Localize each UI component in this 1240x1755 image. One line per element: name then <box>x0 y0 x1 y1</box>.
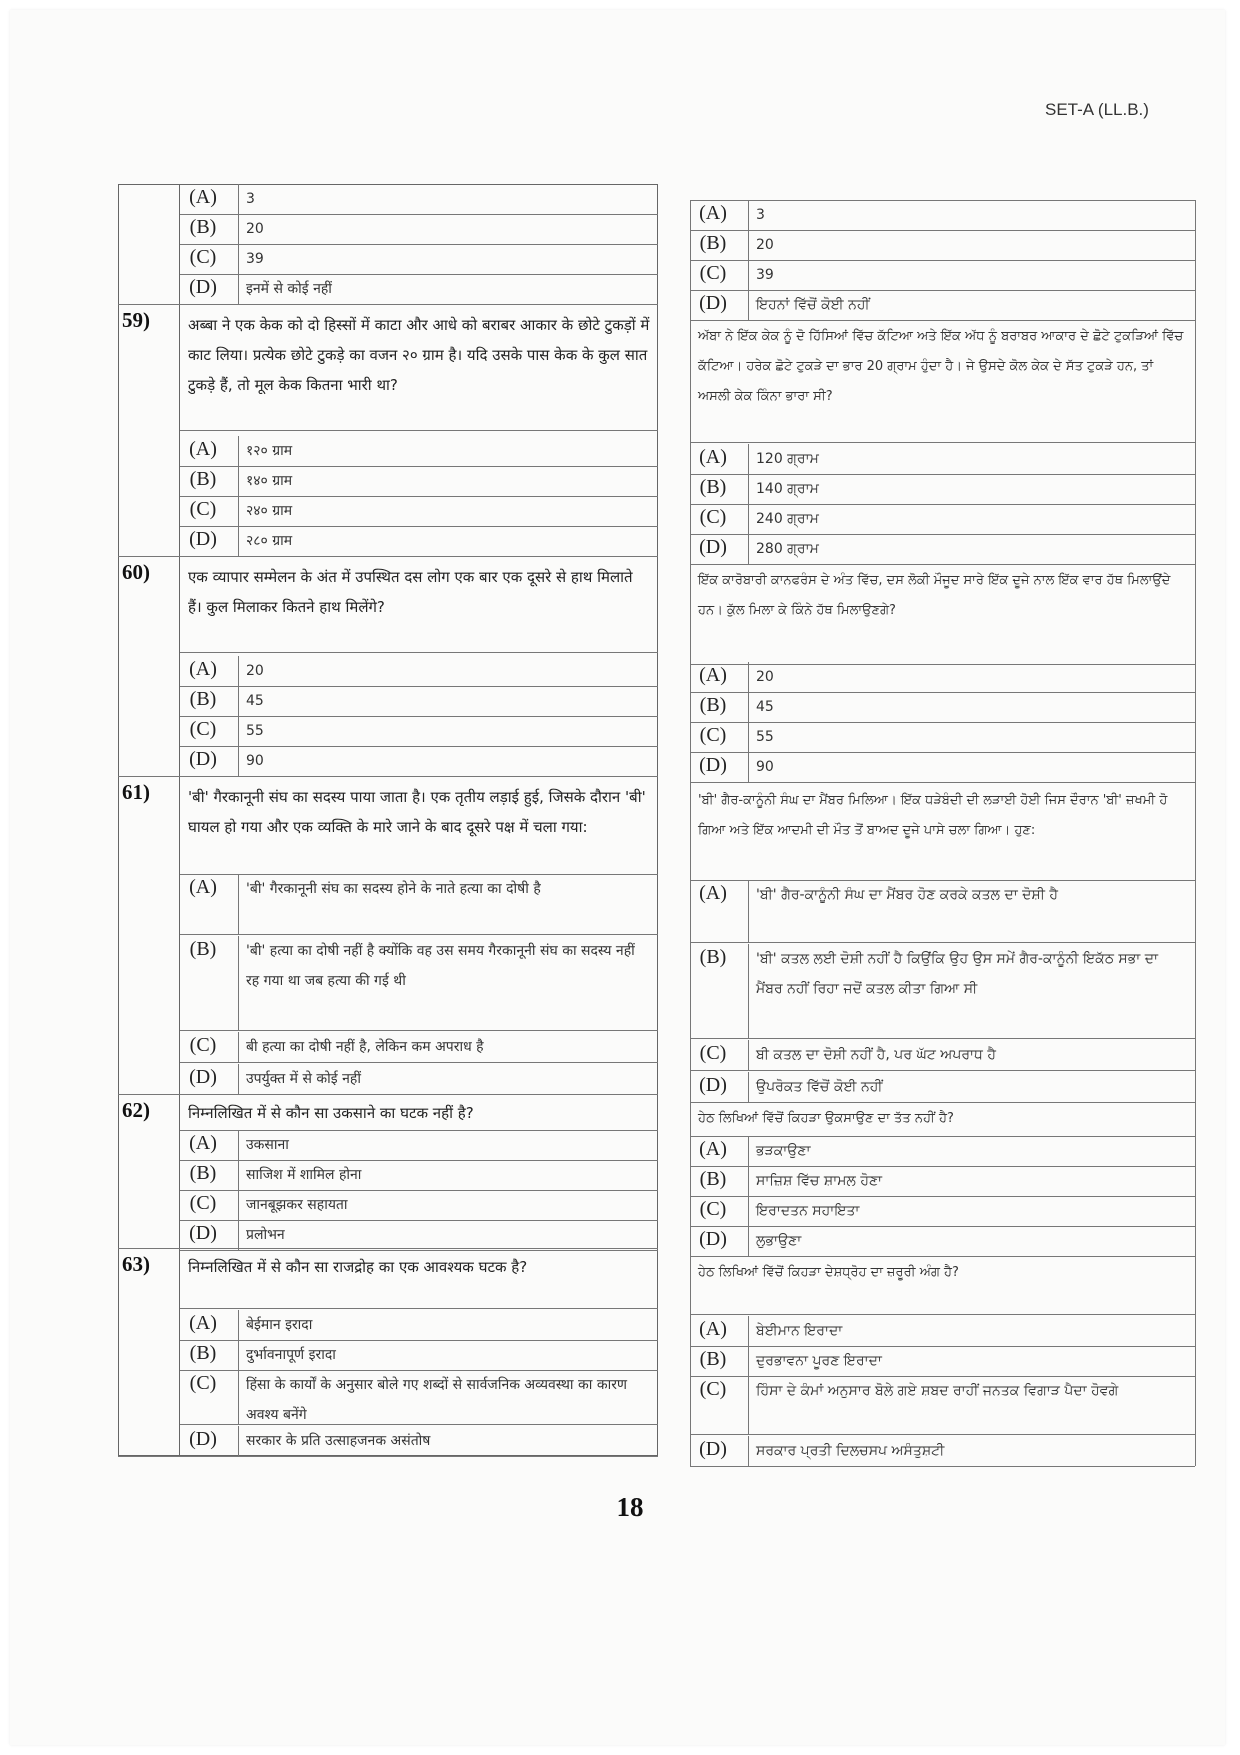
hindi-option-text: २४० ग्राम <box>246 503 293 519</box>
punjabi-option-text: 'ਬੀ' ਕਤਲ ਲਈ ਦੋਸ਼ੀ ਨਹੀਂ ਹੈ ਕਿਉਂਕਿ ਉਹ ਉਸ ਸਮੇਂ ਗੈਰ-ਕਾਨੂੰਨੀ ਇਕੱਠ ਸਭਾ ਦਾ ਮੈਂਬਰ ਨਹੀਂ ਰਿਹਾ ਜਦੋਂ ਕਤਲ ਕੀਤਾ ਗਿਆ ਸੀ <box>756 951 1159 997</box>
punjabi-option-text: ਬੇਈਮਾਨ ਇਰਾਦਾ <box>756 1323 843 1339</box>
punjabi-question-text: ਅੱਬਾ ਨੇ ਇੱਕ ਕੇਕ ਨੂੰ ਦੋ ਹਿੱਸਿਆਂ ਵਿੱਚ ਕੱਟਿਆ ਅਤੇ ਇੱਕ ਅੱਧ ਨੂੰ ਬਰਾਬਰ ਆਕਾਰ ਦੇ ਛੋਟੇ ਟੁਕੜਿਆਂ ਵਿੱਚ ਕੱਟਿਆ। ਹਰੇਕ ਛੋਟੇ ਟੁਕੜੇ ਦਾ ਭਾਰ 20 ਗ੍ਰਾਮ ਹੁੰਦਾ ਹੈ। ਜੇ ਉਸਦੇ ਕੋਲ ਕੇਕ ਦੇ ਸੱਤ ਟੁਕੜੇ ਹਨ, ਤਾਂ ਅਸਲੀ ਕੇਕ ਕਿੰਨਾ ਭਾਰਾ ਸੀ? <box>698 329 1184 404</box>
punjabi-question-text: 'ਬੀ' ਗੈਰ-ਕਾਨੂੰਨੀ ਸੰਘ ਦਾ ਮੈਂਬਰ ਮਿਲਿਆ। ਇੱਕ ਧੜੇਬੰਦੀ ਦੀ ਲੜਾਈ ਹੋਈ ਜਿਸ ਦੌਰਾਨ 'ਬੀ' ਜ਼ਖਮੀ ਹੋ ਗਿਆ ਅਤੇ ਇੱਕ ਆਦਮੀ ਦੀ ਮੌਤ ਤੋਂ ਬਾਅਦ ਦੂਜੇ ਪਾਸੇ ਚਲਾ ਗਿਆ। ਹੁਣ: <box>698 793 1168 838</box>
punjabi-option-divider <box>748 944 749 1038</box>
punjabi-question-text: ਹੇਠ ਲਿਖਿਆਂ ਵਿੱਚੋਂ ਕਿਹੜਾ ਉਕਸਾਉਣ ਦਾ ਤੱਤ ਨਹੀਂ ਹੈ? <box>698 1111 954 1126</box>
hindi-option-divider <box>238 936 239 1030</box>
hindi-option-divider <box>238 1160 239 1190</box>
hindi-option-divider <box>238 184 239 214</box>
hindi-option-letter: (A) <box>189 876 217 898</box>
hindi-option-row-line <box>180 1250 658 1251</box>
punjabi-option-letter: (C) <box>699 506 727 528</box>
question-number: 61) <box>122 780 150 804</box>
punjabi-option-divider <box>748 662 749 692</box>
hindi-option-text: बेईमान इरादा <box>246 1317 313 1333</box>
hindi-option-letter: (A) <box>189 658 217 680</box>
hindi-question-separator <box>118 776 658 777</box>
punjabi-option-text: 55 <box>756 729 774 745</box>
punjabi-option-text: ਸਾਜ਼ਿਸ਼ ਵਿੱਚ ਸ਼ਾਮਲ ਹੋਣਾ <box>756 1173 883 1189</box>
hindi-option-divider <box>238 496 239 526</box>
punjabi-option-text: ਭੜਕਾਉਣਾ <box>756 1143 811 1159</box>
hindi-option-letter: (B) <box>189 216 217 238</box>
punjabi-option-row-line <box>690 1466 1195 1467</box>
hindi-option-row-line <box>180 1030 658 1031</box>
set-label: SET-A (LL.B.) <box>1045 100 1149 119</box>
punjabi-option-letter: (B) <box>699 694 727 716</box>
hindi-option-divider <box>238 436 239 466</box>
hindi-option-divider <box>238 1340 239 1370</box>
punjabi-option-row-line <box>690 564 1195 565</box>
punjabi-option-divider <box>748 1040 749 1070</box>
punjabi-option-row-line <box>690 1434 1195 1435</box>
punjabi-option-divider <box>748 444 749 474</box>
punjabi-option-divider <box>748 1196 749 1226</box>
punjabi-option-letter: (D) <box>699 292 727 314</box>
hindi-option-text: साजिश में शामिल होना <box>246 1167 362 1183</box>
punjabi-option-letter: (A) <box>699 1318 727 1340</box>
punjabi-option-text: 3 <box>756 207 765 223</box>
hindi-question-separator <box>118 304 658 305</box>
hindi-option-letter: (C) <box>189 718 217 740</box>
punjabi-option-text: 39 <box>756 267 774 283</box>
hindi-option-text: उपर्युक्त में से कोई नहीं <box>246 1071 361 1087</box>
punjabi-option-text: ਉਪਰੋਕਤ ਵਿੱਚੋਂ ਕੋਈ ਨਹੀਂ <box>756 1079 883 1095</box>
hindi-question-divider <box>180 430 658 431</box>
punjabi-option-divider <box>748 752 749 782</box>
punjabi-question-text: ਇੱਕ ਕਾਰੋਬਾਰੀ ਕਾਨਫਰੰਸ ਦੇ ਅੰਤ ਵਿੱਚ, ਦਸ ਲੋਕੀ ਮੌਜੂਦ ਸਾਰੇ ਇੱਕ ਦੂਜੇ ਨਾਲ ਇੱਕ ਵਾਰ ਹੱਥ ਮਿਲਾਉਂਦੇ ਹਨ। ਕੁੱਲ ਮਿਲਾ ਕੇ ਕਿੰਨੇ ਹੱਥ ਮਿਲਾਉਣਗੇ? <box>698 573 1171 618</box>
punjabi-option-divider <box>748 880 749 942</box>
punjabi-option-divider <box>748 1136 749 1166</box>
hindi-question-divider <box>180 1308 658 1309</box>
hindi-option-text: १४० ग्राम <box>246 473 293 489</box>
question-number: 59) <box>122 308 150 332</box>
punjabi-option-row-line <box>690 1070 1195 1071</box>
punjabi-option-divider <box>748 504 749 534</box>
hindi-option-divider <box>238 1220 239 1250</box>
punjabi-column-right-border <box>1195 200 1196 1466</box>
hindi-option-letter: (C) <box>189 1192 217 1214</box>
hindi-question-separator <box>118 1094 658 1095</box>
question-number-divider <box>179 184 180 1456</box>
punjabi-option-text: 240 ਗ੍ਰਾਮ <box>756 511 819 527</box>
punjabi-option-row-line <box>690 942 1195 943</box>
punjabi-option-letter: (A) <box>699 446 727 468</box>
punjabi-option-letter: (A) <box>699 664 727 686</box>
punjabi-option-letter: (A) <box>699 882 727 904</box>
hindi-option-letter: (A) <box>189 186 217 208</box>
hindi-option-text: २८० ग्राम <box>246 533 293 549</box>
hindi-option-divider <box>238 874 239 934</box>
hindi-option-letter: (D) <box>189 276 217 298</box>
punjabi-option-divider <box>748 722 749 752</box>
hindi-option-letter: (D) <box>189 1066 217 1088</box>
punjabi-option-divider <box>748 1072 749 1102</box>
hindi-option-text: १२० ग्राम <box>246 443 293 459</box>
question-number: 63) <box>122 1252 150 1276</box>
punjabi-option-text: ਸਰਕਾਰ ਪ੍ਰਤੀ ਦਿਲਚਸਪ ਅਸੰਤੁਸ਼ਟੀ <box>756 1443 945 1459</box>
hindi-option-letter: (A) <box>189 1312 217 1334</box>
punjabi-option-text: 120 ਗ੍ਰਾਮ <box>756 451 819 467</box>
punjabi-option-text: 280 ਗ੍ਰਾਮ <box>756 541 819 557</box>
punjabi-option-divider <box>748 260 749 290</box>
punjabi-option-row-line <box>690 1038 1195 1039</box>
punjabi-option-divider <box>748 692 749 722</box>
hindi-option-divider <box>238 1064 239 1094</box>
hindi-option-divider <box>238 656 239 686</box>
hindi-option-divider <box>238 1130 239 1160</box>
punjabi-question-divider <box>690 1314 1195 1315</box>
punjabi-option-divider <box>748 290 749 320</box>
hindi-option-text: हिंसा के कार्यों के अनुसार बोले गए शब्दों से सार्वजनिक अव्यवस्था का कारण अवश्य बनेंगे <box>246 1377 628 1423</box>
punjabi-option-text: ਹਿੰਸਾ ਦੇ ਕੰਮਾਂ ਅਨੁਸਾਰ ਬੋਲੇ ਗਏ ਸ਼ਬਦ ਰਾਹੀਂ ਜਨਤਕ ਵਿਗਾੜ ਪੈਦਾ ਹੋਵਗੇ <box>756 1383 1119 1399</box>
hindi-option-text: 20 <box>246 221 264 237</box>
punjabi-column-left-border <box>690 200 691 1466</box>
hindi-option-divider <box>238 1310 239 1340</box>
punjabi-option-text: ਦੁਰਭਾਵਨਾ ਪੂਰਣ ਇਰਾਦਾ <box>756 1353 882 1369</box>
hindi-option-text: 55 <box>246 723 264 739</box>
punjabi-option-letter: (C) <box>699 1378 727 1400</box>
hindi-option-divider <box>238 1032 239 1062</box>
punjabi-option-divider <box>748 1376 749 1434</box>
hindi-option-letter: (C) <box>189 246 217 268</box>
hindi-option-letter: (B) <box>189 1342 217 1364</box>
hindi-option-divider <box>238 244 239 274</box>
punjabi-option-divider <box>748 1316 749 1346</box>
hindi-option-text: 'बी' हत्या का दोषी नहीं है क्योंकि वह उस समय गैरकानूनी संघ का सदस्य नहीं रह गया था जब हत्या की गई थी <box>246 943 635 989</box>
punjabi-option-letter: (C) <box>699 1198 727 1220</box>
punjabi-option-text: 20 <box>756 669 774 685</box>
punjabi-option-text: ਇਹਨਾਂ ਵਿੱਚੋਂ ਕੋਈ ਨਹੀਂ <box>756 297 870 313</box>
hindi-option-letter: (B) <box>189 938 217 960</box>
hindi-option-letter: (B) <box>189 468 217 490</box>
hindi-option-letter: (D) <box>189 1428 217 1450</box>
hindi-question-separator <box>118 1456 658 1457</box>
punjabi-option-row-line <box>690 1256 1195 1257</box>
hindi-question-separator <box>118 556 658 557</box>
hindi-option-letter: (D) <box>189 748 217 770</box>
page-number: 18 <box>616 1492 644 1522</box>
hindi-option-text: बी हत्या का दोषी नहीं है, लेकिन कम अपराध है <box>246 1039 484 1055</box>
hindi-option-divider <box>238 274 239 304</box>
hindi-option-letter: (A) <box>189 438 217 460</box>
punjabi-option-letter: (B) <box>699 1348 727 1370</box>
hindi-question-text: निम्नलिखित में से कौन सा राजद्रोह का एक आवश्यक घटक है? <box>188 1258 528 1276</box>
punjabi-option-text: ਇਰਾਦਤਨ ਸਹਾਇਤਾ <box>756 1203 860 1219</box>
punjabi-option-letter: (A) <box>699 1138 727 1160</box>
hindi-option-text: जानबूझकर सहायता <box>246 1197 348 1213</box>
punjabi-option-letter: (D) <box>699 536 727 558</box>
punjabi-option-row-line <box>690 1102 1195 1103</box>
punjabi-option-letter: (D) <box>699 1438 727 1460</box>
hindi-option-text: 20 <box>246 663 264 679</box>
punjabi-question-divider <box>690 442 1195 443</box>
punjabi-option-letter: (B) <box>699 232 727 254</box>
punjabi-option-text: ਲੁਭਾਉਣਾ <box>756 1233 802 1249</box>
punjabi-option-letter: (B) <box>699 946 727 968</box>
hindi-option-text: प्रलोभन <box>246 1227 285 1243</box>
punjabi-option-row-line <box>690 782 1195 783</box>
hindi-option-divider <box>238 1190 239 1220</box>
punjabi-option-text: 90 <box>756 759 774 775</box>
punjabi-option-text: ਬੀ ਕਤਲ ਦਾ ਦੋਸ਼ੀ ਨਹੀਂ ਹੈ, ਪਰ ਘੱਟ ਅਪਰਾਧ ਹੈ <box>756 1047 996 1063</box>
punjabi-option-text: 45 <box>756 699 774 715</box>
hindi-option-letter: (C) <box>189 1372 217 1394</box>
hindi-option-divider <box>238 746 239 776</box>
punjabi-option-divider <box>748 1166 749 1196</box>
hindi-question-separator <box>118 1248 658 1249</box>
hindi-option-divider <box>238 1426 239 1456</box>
hindi-option-divider <box>238 1370 239 1424</box>
hindi-option-letter: (D) <box>189 1222 217 1244</box>
hindi-option-text: 'बी' गैरकानूनी संघ का सदस्य होने के नाते हत्या का दोषी है <box>246 881 541 897</box>
hindi-option-letter: (D) <box>189 528 217 550</box>
hindi-question-text: एक व्यापार सम्मेलन के अंत में उपस्थित दस लोग एक बार एक दूसरे से हाथ मिलाते हैं। कुल मिलाकर कितने हाथ मिलेंगे? <box>188 568 633 616</box>
hindi-option-text: 3 <box>246 191 255 207</box>
punjabi-option-text: 'ਬੀ' ਗੈਰ-ਕਾਨੂੰਨੀ ਸੰਘ ਦਾ ਮੈਂਬਰ ਹੋਣ ਕਰਕੇ ਕਤਲ ਦਾ ਦੋਸ਼ੀ ਹੈ <box>756 887 1059 903</box>
hindi-option-divider <box>238 466 239 496</box>
hindi-question-text: 'बी' गैरकानूनी संघ का सदस्य पाया जाता है। एक तृतीय लड़ाई हुई, जिसके दौरान 'बी' घायल हो गया और एक व्यक्ति के मारे जाने के बाद दूसरे पक्ष में चला गया: <box>188 788 646 836</box>
hindi-question-divider <box>180 652 658 653</box>
hindi-option-divider <box>238 214 239 244</box>
punjabi-option-letter: (A) <box>699 202 727 224</box>
hindi-option-letter: (B) <box>189 1162 217 1184</box>
punjabi-option-letter: (D) <box>699 1074 727 1096</box>
punjabi-question-text: ਹੇਠ ਲਿਖਿਆਂ ਵਿੱਚੋਂ ਕਿਹੜਾ ਦੇਸ਼ਧ੍ਰੋਹ ਦਾ ਜ਼ਰੂਰੀ ਅੰਗ ਹੈ? <box>698 1265 959 1280</box>
question-number: 60) <box>122 560 150 584</box>
punjabi-option-divider <box>748 534 749 564</box>
punjabi-option-letter: (C) <box>699 724 727 746</box>
hindi-option-text: 90 <box>246 753 264 769</box>
hindi-option-divider <box>238 526 239 556</box>
hindi-question-text: निम्नलिखित में से कौन सा उकसाने का घटक नहीं है? <box>188 1104 474 1122</box>
hindi-option-divider <box>238 716 239 746</box>
hindi-option-letter: (A) <box>189 1132 217 1154</box>
hindi-option-row-line <box>180 934 658 935</box>
hindi-option-text: सरकार के प्रति उत्साहजनक असंतोष <box>246 1433 431 1449</box>
punjabi-option-text: 20 <box>756 237 774 253</box>
hindi-option-row-line <box>180 1424 658 1425</box>
hindi-option-text: उकसाना <box>246 1137 289 1153</box>
question-number: 62) <box>122 1098 150 1122</box>
hindi-option-divider <box>238 686 239 716</box>
punjabi-option-divider <box>748 230 749 260</box>
hindi-option-text: 39 <box>246 251 264 267</box>
hindi-option-row-line <box>180 1062 658 1063</box>
punjabi-option-row-line <box>690 320 1195 321</box>
hindi-option-text: इनमें से कोई नहीं <box>246 281 332 297</box>
punjabi-option-letter: (D) <box>699 1228 727 1250</box>
punjabi-option-letter: (C) <box>699 262 727 284</box>
punjabi-option-letter: (D) <box>699 754 727 776</box>
punjabi-option-letter: (B) <box>699 1168 727 1190</box>
hindi-question-text: अब्बा ने एक केक को दो हिस्सों में काटा और आधे को बराबर आकार के छोटे टुकड़ों में काट लिया। प्रत्येक छोटे टुकड़े का वजन २० ग्राम है। यदि उसके पास केक के कुल सात टुकड़े हैं, तो मूल केक कितना भारी था? <box>188 316 650 394</box>
hindi-option-text: दुर्भावनापूर्ण इरादा <box>246 1347 336 1363</box>
punjabi-option-divider <box>748 200 749 230</box>
hindi-option-letter: (C) <box>189 1034 217 1056</box>
punjabi-option-divider <box>748 1436 749 1466</box>
punjabi-option-divider <box>748 1226 749 1256</box>
punjabi-option-text: 140 ਗ੍ਰਾਮ <box>756 481 819 497</box>
punjabi-option-divider <box>748 1346 749 1376</box>
hindi-option-letter: (C) <box>189 498 217 520</box>
punjabi-option-letter: (C) <box>699 1042 727 1064</box>
punjabi-option-divider <box>748 474 749 504</box>
hindi-option-letter: (B) <box>189 688 217 710</box>
hindi-option-text: 45 <box>246 693 264 709</box>
punjabi-option-letter: (B) <box>699 476 727 498</box>
